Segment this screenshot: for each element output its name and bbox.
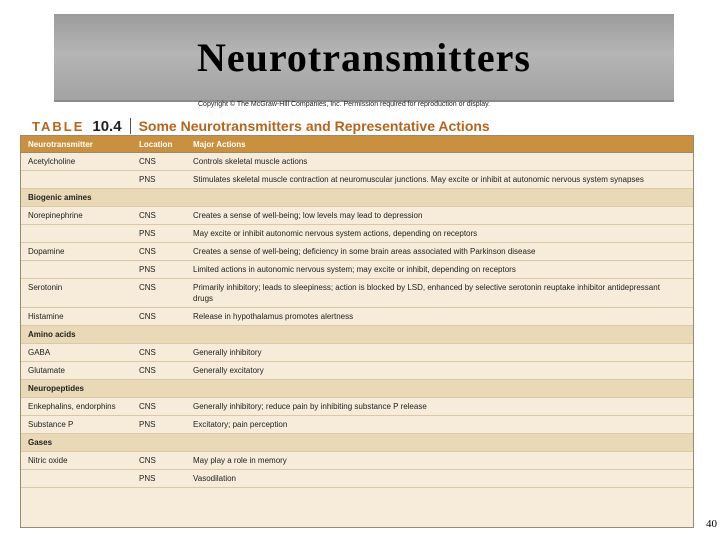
location-cell xyxy=(139,380,193,386)
action-cell: Generally excitatory xyxy=(193,366,264,375)
location-cell: PNS xyxy=(139,474,156,483)
section-row xyxy=(21,326,693,344)
action-cell xyxy=(193,326,693,332)
action-cell xyxy=(193,434,693,440)
location-cell: CNS xyxy=(139,157,156,166)
action-cell: Primarily inhibitory; leads to sleepiness; action is blocked by LSD, enhanced by selective serotonin reuptake inhibitor antidepressant drugs xyxy=(193,283,660,303)
neurotransmitter-cell: Dopamine xyxy=(28,247,65,256)
table-header-row xyxy=(21,136,693,153)
neurotransmitter-cell: Substance P xyxy=(28,420,74,429)
neurotransmitter-cell: Glutamate xyxy=(28,366,65,375)
table-label-word: TABLE xyxy=(32,118,85,134)
section-row xyxy=(21,434,693,452)
table-row xyxy=(21,470,693,488)
neurotransmitter-cell: Amino acids xyxy=(28,330,76,339)
location-cell xyxy=(139,434,193,440)
neurotransmitter-cell: GABA xyxy=(28,348,51,357)
location-cell: CNS xyxy=(139,247,156,256)
action-cell xyxy=(193,380,693,386)
table-row xyxy=(21,416,693,434)
location-cell xyxy=(139,189,193,195)
neurotransmitter-cell: Norepinephrine xyxy=(28,211,83,220)
table-row xyxy=(21,344,693,362)
location-cell: PNS xyxy=(139,175,156,184)
action-cell: Excitatory; pain perception xyxy=(193,420,288,429)
action-cell: Release in hypothalamus promotes alertness xyxy=(193,312,354,321)
section-row xyxy=(21,380,693,398)
table-row xyxy=(21,225,693,243)
action-cell: Controls skeletal muscle actions xyxy=(193,157,308,166)
table-caption: Some Neurotransmitters and Representative Actions xyxy=(138,118,490,134)
location-cell xyxy=(139,326,193,332)
action-cell: Creates a sense of well-being; deficiency in some brain areas associated with Parkinson disease xyxy=(193,247,536,256)
location-cell: PNS xyxy=(139,420,156,429)
action-cell: Creates a sense of well-being; low levels may lead to depression xyxy=(193,211,423,220)
neurotransmitter-cell xyxy=(21,171,139,177)
heading-divider xyxy=(130,118,131,134)
action-cell: May play a role in memory xyxy=(193,456,287,465)
table-row xyxy=(21,207,693,225)
neurotransmitter-cell: Biogenic amines xyxy=(28,193,92,202)
location-cell: CNS xyxy=(139,348,156,357)
location-cell: CNS xyxy=(139,211,156,220)
table-row xyxy=(21,279,693,308)
table-row xyxy=(21,243,693,261)
title-banner xyxy=(54,14,674,102)
section-row xyxy=(21,189,693,207)
neurotransmitter-table xyxy=(20,135,694,528)
table-heading xyxy=(32,116,490,136)
location-cell: PNS xyxy=(139,265,156,274)
location-cell: CNS xyxy=(139,283,156,292)
action-cell: Limited actions in autonomic nervous system; may excite or inhibit, depending on receptors xyxy=(193,265,516,274)
location-cell: CNS xyxy=(139,312,156,321)
table-row xyxy=(21,452,693,470)
neurotransmitter-cell: Nitric oxide xyxy=(28,456,68,465)
action-cell: Stimulates skeletal muscle contraction at neuromuscular junctions. May excite or inhibit at autonomic nervous system synapses xyxy=(193,175,644,184)
copyright-notice: Copyright © The McGraw-Hill Companies, Inc. Permission required for reproduction or display. xyxy=(198,101,491,108)
table-body xyxy=(21,153,693,488)
neurotransmitter-cell xyxy=(21,225,139,231)
page-number: 40 xyxy=(706,518,717,530)
header-major-actions: Major Actions xyxy=(193,139,246,149)
neurotransmitter-cell: Neuropeptides xyxy=(28,384,85,393)
table-label-number: 10.4 xyxy=(92,117,122,135)
location-cell: CNS xyxy=(139,402,156,411)
table-row xyxy=(21,261,693,279)
table-row xyxy=(21,362,693,380)
neurotransmitter-cell: Serotonin xyxy=(28,283,63,292)
location-cell: PNS xyxy=(139,229,156,238)
location-cell: CNS xyxy=(139,366,156,375)
action-cell: Generally inhibitory; reduce pain by inhibiting substance P release xyxy=(193,402,427,411)
table-row xyxy=(21,308,693,326)
neurotransmitter-cell: Gases xyxy=(28,438,53,447)
slide-title: Neurotransmitters xyxy=(197,34,531,80)
header-location: Location xyxy=(139,139,173,149)
neurotransmitter-cell: Histamine xyxy=(28,312,64,321)
action-cell: Generally inhibitory xyxy=(193,348,262,357)
neurotransmitter-cell: Enkephalins, endorphins xyxy=(28,402,116,411)
action-cell: Vasodilation xyxy=(193,474,236,483)
neurotransmitter-cell: Acetylcholine xyxy=(28,157,76,166)
action-cell xyxy=(193,189,693,195)
table-row xyxy=(21,153,693,171)
header-neurotransmitter: Neurotransmitter xyxy=(28,139,93,149)
neurotransmitter-cell xyxy=(21,261,139,267)
action-cell: May excite or inhibit autonomic nervous system actions, depending on receptors xyxy=(193,229,478,238)
table-row xyxy=(21,171,693,189)
neurotransmitter-cell xyxy=(21,470,139,476)
location-cell: CNS xyxy=(139,456,156,465)
table-row xyxy=(21,398,693,416)
